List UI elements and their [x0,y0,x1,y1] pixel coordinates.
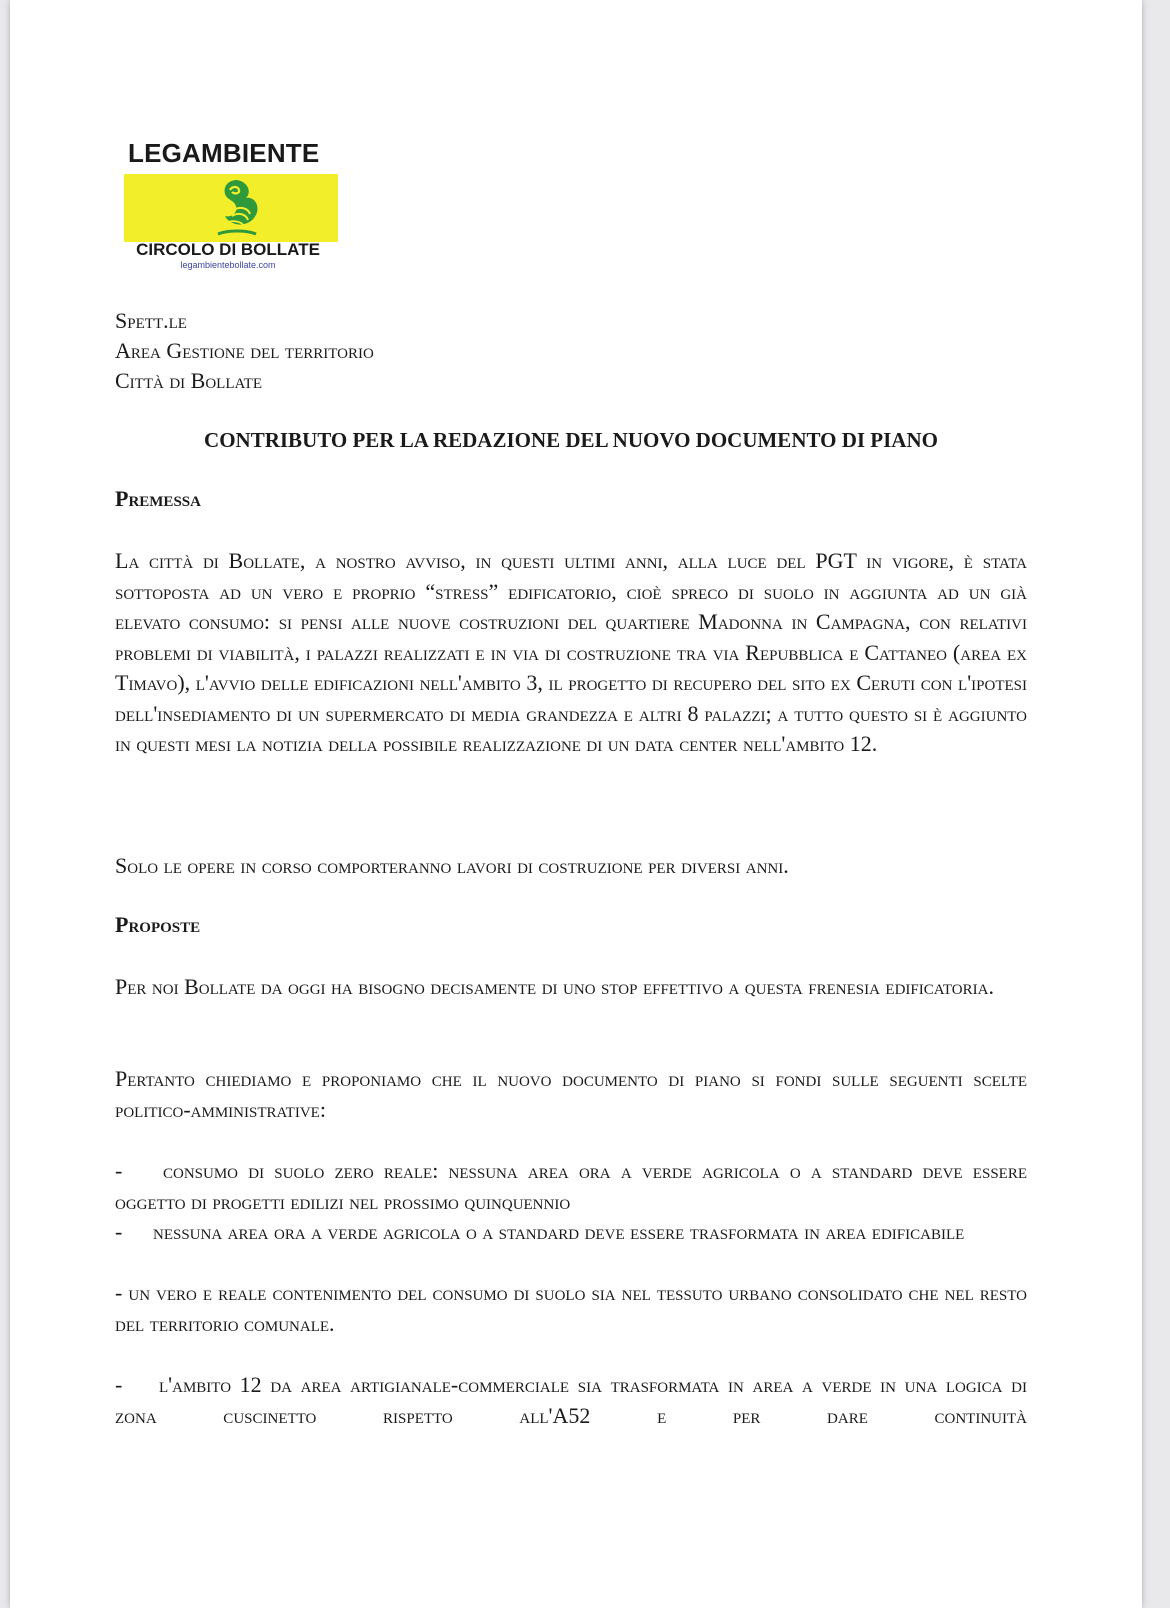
list-item [115,1278,1027,1339]
list-item-text: consumo di suolo zero reale: nessuna area ora a verde agricola o a standard deve essere oggetto di progetti edilizi nel prossimo quinquennio [115,1158,1027,1214]
addressee-block [115,306,1027,396]
list-dash: - [115,1158,123,1183]
list-dash: - [115,1280,123,1305]
swan-icon [206,176,268,240]
proposte-request: Pertanto chiediamo e proponiamo che il nuovo documento di piano si fondi sulle seguenti scelte politico-amministrative: [115,1066,1027,1122]
document-page [10,0,1142,1608]
logo-band [124,174,338,242]
addressee-salutation: Spett.le [115,308,187,333]
addressee-city: Città di Bollate [115,368,262,393]
list-item-text: un vero e reale contenimento del consumo di suolo sia nel tessuto urbano consolidato che nel resto del territorio comunale. [115,1280,1027,1336]
premessa-body: La città di Bollate, a nostro avviso, in questi ultimi anni, alla luce del PGT in vigore, è stata sottoposta ad un vero e proprio “stress” edificatorio, cioè spreco di suolo in aggiunta ad un già elevato consumo: si pensi alle nuove costruzioni del quartiere Madonna in Campagna, con relativi problemi di viabilità, i palazzi realizzati e in via di costruzione tra via Repubblica e Cattaneo (area ex Timavo), l'avvio delle edificazioni nell'ambito 3, il progetto di recupero del sito ex Ceruti con l'ipotesi dell'insediamento di un supermercato di media grandezza e altri 8 palazzi; a tutto questo si è aggiunto in questi mesi la notizia della possibile realizzazione di un data center nell'ambito 12. [115,548,1028,756]
list-item-text: nessuna area ora a verde agricola o a standard deve essere trasformata in area edificabile [153,1219,965,1244]
document-title: CONTRIBUTO PER LA REDAZIONE DEL NUOVO DOCUMENTO DI PIANO [204,428,938,452]
proposte-heading: Proposte [115,912,201,937]
list-item [115,1217,1027,1248]
list-dash: - [115,1372,123,1397]
logo-subtitle: CIRCOLO DI BOLLATE [136,240,320,259]
proposte-intro: Per noi Bollate da oggi ha bisogno decisamente di uno stop effettivo a questa frenesia edificatoria. [115,974,994,999]
logo-title: LEGAMBIENTE [128,138,320,168]
list-item-text: l'ambito 12 da area artigianale-commerciale sia trasformata in area a verde in una logica di zona cuscinetto rispetto all'A52 e per dare continuità [115,1372,1027,1428]
list-item [115,1156,1027,1217]
addressee-office: Area Gestione del territorio [115,338,374,363]
list-item [115,1370,1027,1431]
premessa-heading: Premessa [115,486,201,511]
legambiente-logo [116,136,340,276]
logo-url: legambientebollate.com [180,260,276,270]
list-dash: - [115,1219,123,1244]
premessa-closing: Solo le opere in corso comporteranno lavori di costruzione per diversi anni. [115,853,789,878]
